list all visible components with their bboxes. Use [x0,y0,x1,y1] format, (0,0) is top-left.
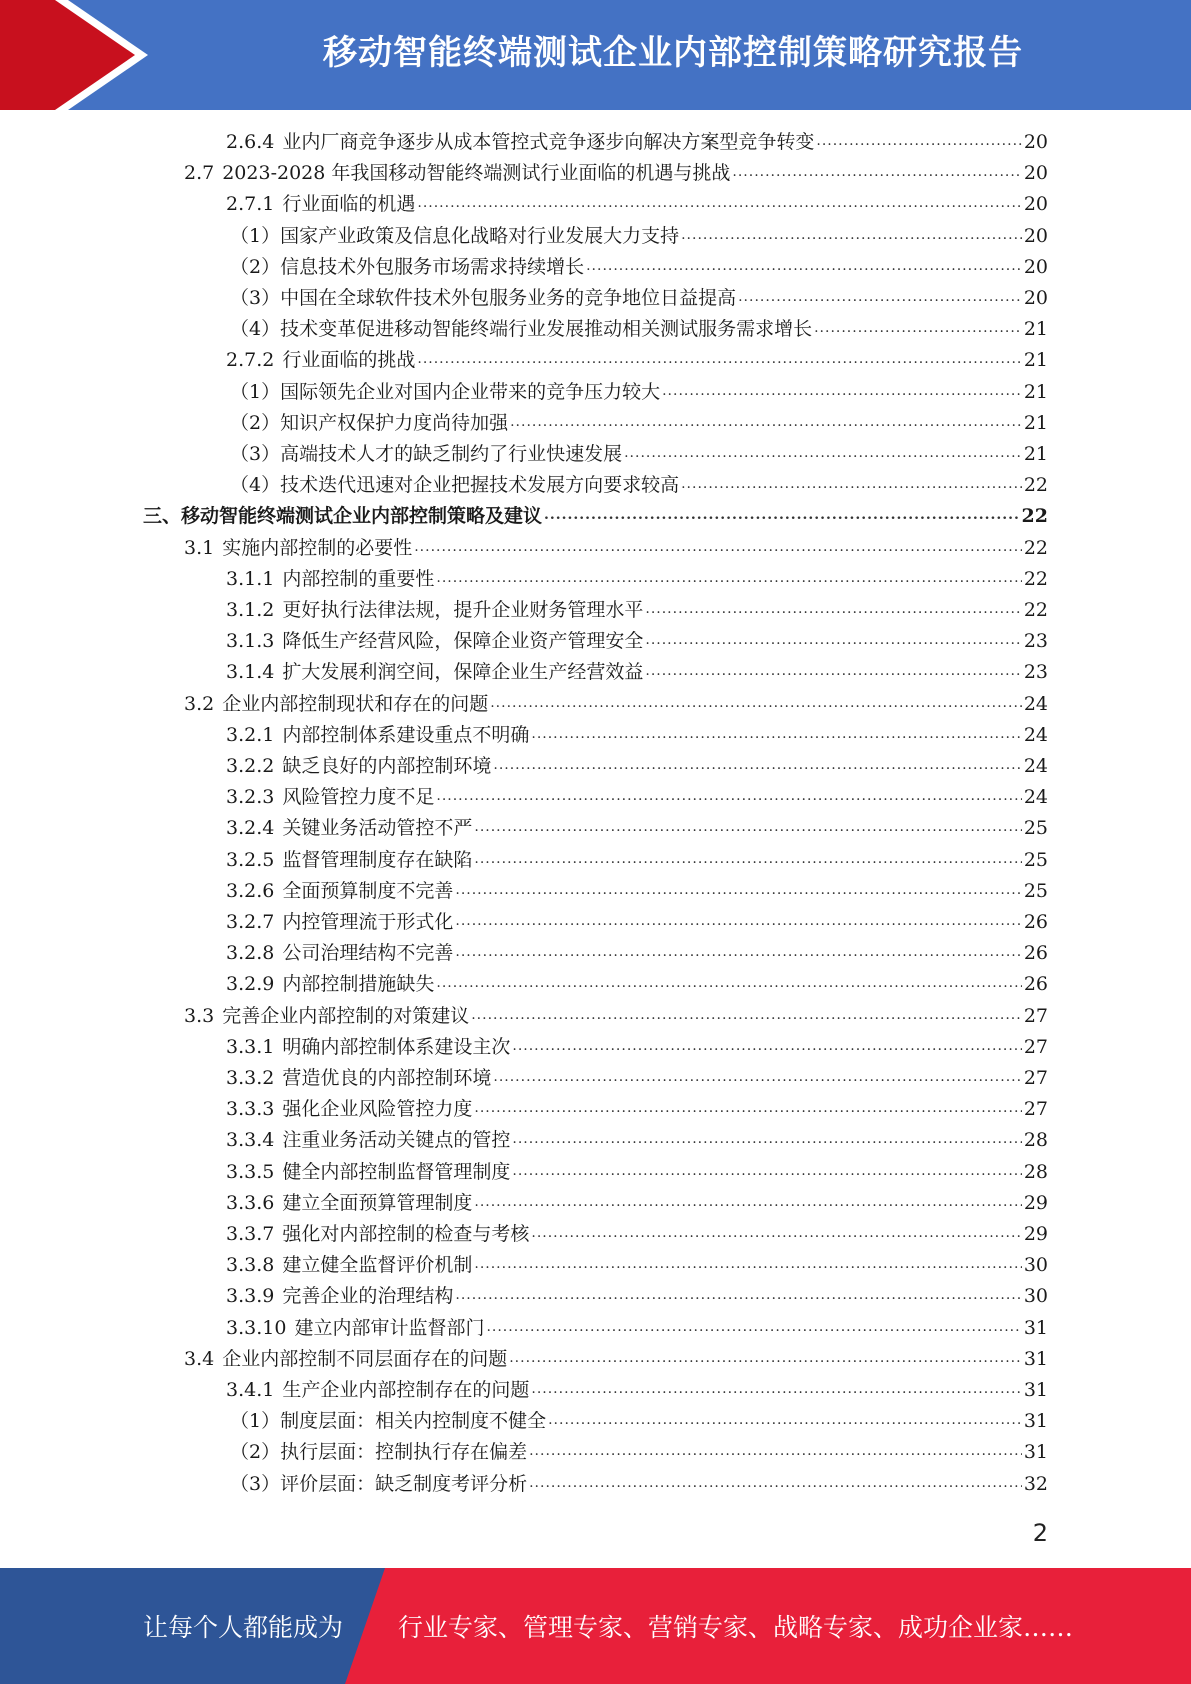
toc-leader-dots [417,342,1021,375]
toc-entry-number: 3.4.1 [226,1379,275,1401]
toc-entry-title: 行业面临的机遇 [282,193,416,215]
toc-entry-number: 3.3.2 [226,1067,275,1089]
toc-entry[interactable] [226,1094,1048,1125]
toc-entry-page: 22 [1023,599,1048,621]
toc-leader-dots [436,966,1021,999]
toc-entry-page: 24 [1023,786,1048,808]
toc-entry[interactable] [226,938,1048,969]
toc-leader-dots [414,530,1022,563]
toc-entry-page: 20 [1023,287,1048,309]
toc-entry-number: （3） [230,287,281,309]
toc-entry-page: 29 [1023,1223,1048,1245]
toc-entry-number: 3.3.4 [226,1129,275,1151]
toc-entry[interactable] [226,1188,1048,1219]
toc-entry-page: 31 [1023,1441,1048,1463]
toc-entry-title: 降低生产经营风险，保障企业资产管理安全 [282,630,644,652]
toc-entry-page: 24 [1023,693,1048,715]
toc-entry[interactable] [226,1032,1048,1063]
toc-entry-page: 20 [1023,193,1048,215]
toc-entry-number: 2.7.1 [226,193,275,215]
toc-entry-number: （1） [230,225,281,247]
footer-slogan-left: 让每个人都能成为 [143,1613,344,1642]
toc-entry-title: 中国在全球软件技术外包服务业务的竞争地位日益提高 [280,287,737,309]
toc-leader-dots [474,1091,1021,1124]
toc-entry-number: 2.7.2 [226,349,275,371]
toc-entry-title: 建立健全监督评价机制 [282,1254,473,1276]
toc-entry-number: 3.3.1 [226,1036,275,1058]
toc-leader-dots [493,748,1021,781]
toc-entry-number: 3.2.8 [226,942,275,964]
toc-entry-title: 制度层面：相关内控制度不健全 [280,1410,547,1432]
toc-entry-title: 关键业务活动管控不严 [282,817,473,839]
toc-entry-title: 监督管理制度存在缺陷 [282,849,473,871]
toc-entry[interactable] [226,845,1048,876]
toc-entry-title: 营造优良的内部控制环境 [282,1067,492,1089]
toc-entry-label [226,1125,510,1156]
toc-entry-title: 高端技术人才的缺乏制约了行业快速发展 [280,443,623,465]
toc-entry-title: 实施内部控制的必要性 [222,537,413,559]
toc-entry-label [230,283,736,314]
toc-entry-page: 23 [1023,630,1048,652]
toc-entry-title: 明确内部控制体系建设主次 [282,1036,511,1058]
toc-entry[interactable] [184,1001,1048,1032]
toc-entry-title: 更好执行法律法规，提升企业财务管理水平 [282,599,644,621]
toc-entry[interactable] [226,751,1048,782]
toc-entry-title: 建立全面预算管理制度 [282,1192,473,1214]
toc-entry-number: 3.3.5 [226,1161,275,1183]
toc-entry[interactable] [230,283,1048,314]
toc-entry-title: 内部控制措施缺失 [282,973,435,995]
toc-entry-label [226,189,415,220]
toc-leader-dots [436,561,1021,594]
toc-entry-number: 3.2 [184,693,215,715]
toc-entry-title: 完善企业内部控制的对策建议 [222,1005,470,1027]
toc-entry[interactable] [226,969,1048,1000]
toc-entry-label [230,314,812,345]
page-number: 2 [1032,1519,1048,1547]
toc-entry-title: 扩大发展利润空间，保障企业生产经营效益 [282,661,644,683]
toc-entry-page: 28 [1023,1129,1048,1151]
toc-entry-label [226,751,491,782]
toc-entry-label [226,1157,510,1188]
toc-entry-page: 25 [1023,880,1048,902]
toc-entry-label [226,595,643,626]
toc-leader-dots [455,904,1021,937]
toc-entry[interactable] [230,1406,1048,1437]
toc-leader-dots [455,1278,1021,1311]
toc-entry-number: 3.2.3 [226,786,275,808]
toc-leader-dots [417,186,1021,219]
toc-leader-dots [531,1216,1021,1249]
toc-entry-page: 29 [1023,1192,1048,1214]
toc-entry-page: 26 [1023,973,1048,995]
toc-entry-label [184,689,488,720]
toc-entry-page: 21 [1023,443,1048,465]
toc-entry-number: （2） [230,1441,281,1463]
toc-entry-page: 20 [1023,131,1048,153]
toc-entry-label [226,813,472,844]
toc-entry[interactable] [226,907,1048,938]
toc-entry-label [230,408,508,439]
toc-leader-dots [645,623,1021,656]
toc-entry-title: 缺乏良好的内部控制环境 [282,755,492,777]
toc-entry-page: 26 [1023,911,1048,933]
toc-entry-title: 信息技术外包服务市场需求持续增长 [280,256,585,278]
toc-leader-dots [531,1372,1021,1405]
toc-entry[interactable] [184,533,1048,564]
toc-entry-page: 26 [1023,942,1048,964]
toc-entry[interactable] [226,1250,1048,1281]
toc-entry-number: 2.7 [184,162,215,184]
toc-entry-page: 31 [1023,1317,1048,1339]
toc-entry-number: 3.2.2 [226,755,275,777]
toc-entry-number: 3.3.9 [226,1285,275,1307]
toc-entry-label [230,1437,527,1468]
toc-entry-title: 内部控制的重要性 [282,568,435,590]
toc-entry[interactable] [226,1219,1048,1250]
toc-leader-dots [486,1310,1021,1343]
toc-leader-dots [738,280,1022,313]
toc-leader-dots [509,1341,1022,1374]
toc-entry-page: 20 [1023,225,1048,247]
toc-entry-number: 3.1 [184,537,215,559]
toc-leader-dots [662,374,1022,407]
toc-entry-number: 3.1.4 [226,661,275,683]
toc-entry-number: 3.2.9 [226,973,275,995]
toc-entry-number: 3.2.1 [226,724,275,746]
toc-entry-title: 国际领先企业对国内企业带来的竞争压力较大 [280,381,661,403]
toc-entry[interactable] [226,657,1048,688]
toc-entry-title: 内控管理流于形式化 [282,911,454,933]
toc-entry-title: 注重业务活动关键点的管控 [282,1129,511,1151]
toc-entry-title: 2023-2028 年我国移动智能终端测试行业面临的机遇与挑战 [222,162,731,184]
toc-entry-page: 27 [1023,1067,1048,1089]
toc-entry-number: 三、 [143,505,182,527]
toc-entry-page: 25 [1023,849,1048,871]
toc-entry-label [226,938,453,969]
toc-entry[interactable] [226,782,1048,813]
toc-entry-page: 20 [1023,162,1048,184]
toc-entry[interactable] [184,158,1048,189]
toc-entry-number: 3.3.6 [226,1192,275,1214]
toc-entry-title: 技术迭代迅速对企业把握技术发展方向要求较高 [280,474,680,496]
toc-entry-number: 3.2.4 [226,817,275,839]
toc-entry-page: 24 [1023,724,1048,746]
toc-entry-label [230,1406,546,1437]
footer-slogan-right: 行业专家、管理专家、营销专家、战略专家、成功企业家…… [398,1613,1074,1642]
toc-entry-number: 2.6.4 [226,131,275,153]
toc-entry[interactable] [226,1281,1048,1312]
toc-entry-label [226,657,643,688]
toc-entry-page: 27 [1023,1036,1048,1058]
toc-leader-dots [474,1185,1021,1218]
toc-entry-title: 风险管控力度不足 [282,786,435,808]
toc-leader-dots [529,1466,1022,1499]
toc-entry-page: 22 [1021,505,1048,527]
toc-entry[interactable] [143,501,1048,532]
toc-entry-page: 21 [1023,349,1048,371]
toc-entry[interactable] [230,221,1048,252]
toc-entry-label [226,1313,484,1344]
toc-entry-page: 31 [1023,1379,1048,1401]
toc-entry-label [226,720,529,751]
toc-entry-number: （4） [230,318,281,340]
toc-entry-title: 技术变革促进移动智能终端行业发展推动相关测试服务需求增长 [280,318,813,340]
toc-entry-number: （1） [230,1410,281,1432]
toc-entry-number: （1） [230,381,281,403]
toc-leader-dots [814,311,1022,344]
toc-leader-dots [510,405,1022,438]
toc-entry-label [226,845,472,876]
toc-entry[interactable] [226,1157,1048,1188]
toc-leader-dots [436,779,1021,812]
toc-entry-label [226,907,453,938]
toc-entry-number: （3） [230,1473,281,1495]
toc-entry-page: 20 [1023,256,1048,278]
toc-entry-number: 3.3.3 [226,1098,275,1120]
toc-entry-title: 评价层面：缺乏制度考评分析 [280,1473,528,1495]
report-header [0,0,1191,110]
toc-entry-page: 22 [1023,537,1048,559]
toc-entry-page: 31 [1023,1348,1048,1370]
toc-entry-title: 强化对内部控制的检查与考核 [282,1223,530,1245]
toc-entry-page: 27 [1023,1098,1048,1120]
toc-leader-dots [474,842,1021,875]
toc-entry-title: 执行层面：控制执行存在偏差 [280,1441,528,1463]
toc-leader-dots [681,467,1022,500]
toc-entry-page: 23 [1023,661,1048,683]
toc-entry-label [226,1250,472,1281]
toc-entry[interactable] [226,189,1048,220]
toc-entry-page: 21 [1023,412,1048,434]
toc-entry-title: 公司治理结构不完善 [282,942,454,964]
toc-entry[interactable] [226,813,1048,844]
toc-entry-number: 3.2.6 [226,880,275,902]
toc-leader-dots [493,1060,1021,1093]
toc-leader-dots [548,1403,1022,1436]
toc-leader-dots [529,1434,1022,1467]
toc-entry-page: 22 [1023,474,1048,496]
toc-entry-page: 21 [1023,318,1048,340]
toc-entry-title: 业内厂商竞争逐步从成本管控式竞争逐步向解决方案型竞争转变 [282,131,815,153]
toc-leader-dots [645,592,1021,625]
toc-entry-page: 21 [1023,381,1048,403]
toc-entry[interactable] [184,1344,1048,1375]
toc-entry-number: 3.1.2 [226,599,275,621]
toc-entry-number: 3.1.3 [226,630,275,652]
toc-leader-dots [586,249,1022,282]
toc-entry-title: 企业内部控制现状和存在的问题 [222,693,489,715]
toc-leader-dots [681,218,1022,251]
toc-entry-label [226,1281,453,1312]
toc-leader-dots [624,436,1022,469]
toc-entry-label [184,1344,507,1375]
toc-entry-label [226,1032,510,1063]
toc-entry-label [226,564,434,595]
toc-entry-title: 健全内部控制监督管理制度 [282,1161,511,1183]
toc-leader-dots [471,998,1022,1031]
toc-leader-dots [732,155,1021,188]
toc-entry-page: 27 [1023,1005,1048,1027]
toc-leader-dots [645,654,1021,687]
report-title: 移动智能终端测试企业内部控制策略研究报告 [323,33,1023,73]
toc-entry-number: （2） [230,256,281,278]
toc-leader-dots [474,1247,1021,1280]
toc-entry[interactable] [226,1375,1048,1406]
toc-entry[interactable] [226,564,1048,595]
toc-entry-title: 建立内部审计监督部门 [294,1317,485,1339]
toc-entry-label [230,252,584,283]
toc-entry[interactable] [230,439,1048,470]
toc-entry-title: 强化企业风险管控力度 [282,1098,473,1120]
toc-entry[interactable] [226,720,1048,751]
toc-leader-dots [512,1029,1021,1062]
toc-entry-label [184,533,412,564]
toc-entry-label [226,1219,529,1250]
toc-entry[interactable] [226,127,1048,158]
toc-entry[interactable] [184,689,1048,720]
toc-entry[interactable] [226,876,1048,907]
toc-entry-title: 移动智能终端测试企业内部控制策略及建议 [181,505,543,527]
toc-entry[interactable] [226,1313,1048,1344]
toc-entry-title: 全面预算制度不完善 [282,880,454,902]
toc-entry-title: 生产企业内部控制存在的问题 [282,1379,530,1401]
toc-leader-dots [512,1122,1021,1155]
toc-entry-label [143,501,542,532]
toc-entry-page: 22 [1023,568,1048,590]
toc-leader-dots [512,1154,1021,1187]
toc-entry-label [230,1469,527,1500]
toc-entry-title: 企业内部控制不同层面存在的问题 [222,1348,508,1370]
toc-entry-number: 3.2.7 [226,911,275,933]
toc-entry-title: 知识产权保护力度尚待加强 [280,412,509,434]
toc-entry-label [226,1094,472,1125]
toc-entry-number: （3） [230,443,281,465]
toc-entry[interactable] [226,345,1048,376]
toc-entry-label [230,377,660,408]
toc-entry[interactable] [230,1469,1048,1500]
toc-entry[interactable] [230,470,1048,501]
toc-entry-page: 32 [1023,1473,1048,1495]
toc-leader-dots [455,873,1021,906]
toc-entry-label [184,1001,469,1032]
toc-leader-dots [531,717,1021,750]
toc-entry-title: 完善企业的治理结构 [282,1285,454,1307]
toc-entry-number: 3.3 [184,1005,215,1027]
toc-entry-number: 3.3.7 [226,1223,275,1245]
toc-entry-label [226,782,434,813]
toc-entry[interactable] [230,408,1048,439]
toc-entry-number: 3.3.10 [226,1317,287,1339]
toc-entry[interactable] [230,314,1048,345]
toc-entry-number: 3.3.8 [226,1254,275,1276]
toc-entry-label [226,1375,529,1406]
toc-entry-label [226,127,814,158]
toc-entry-title: 内部控制体系建设重点不明确 [282,724,530,746]
toc-entry-number: 3.1.1 [226,568,275,590]
toc-entry-label [230,439,622,470]
toc-entry-page: 31 [1023,1410,1048,1432]
toc-entry-label [226,969,434,1000]
toc-leader-dots [816,124,1021,157]
toc-entry-label [230,470,679,501]
toc-entry-label [226,876,453,907]
toc-entry[interactable] [226,1063,1048,1094]
toc-leader-dots [490,686,1022,719]
toc-entry-title: 行业面临的挑战 [282,349,416,371]
toc-entry-label [184,158,730,189]
toc-entry[interactable] [226,595,1048,626]
toc-entry-number: 3.4 [184,1348,215,1370]
toc-entry-title: 国家产业政策及信息化战略对行业发展大力支持 [280,225,680,247]
toc-entry-page: 24 [1023,755,1048,777]
toc-entry-label [230,221,679,252]
toc-entry-page: 30 [1023,1285,1048,1307]
toc-entry[interactable] [226,1125,1048,1156]
toc-entry-label [226,626,643,657]
toc-entry-page: 25 [1023,817,1048,839]
toc-entry-label [226,345,415,376]
toc-entry[interactable] [226,626,1048,657]
toc-entry[interactable] [230,1437,1048,1468]
toc-entry-number: 3.2.5 [226,849,275,871]
toc-leader-dots [474,810,1021,843]
toc-entry-label [226,1063,491,1094]
toc-entry-page: 30 [1023,1254,1048,1276]
page-footer [0,1568,1191,1684]
toc-entry[interactable] [230,252,1048,283]
toc-leader-dots [544,498,1020,531]
toc-leader-dots [455,935,1021,968]
toc-entry[interactable] [230,377,1048,408]
toc-entry-number: （4） [230,474,281,496]
toc-entry-number: （2） [230,412,281,434]
toc-entry-page: 28 [1023,1161,1048,1183]
toc-entry-label [226,1188,472,1219]
